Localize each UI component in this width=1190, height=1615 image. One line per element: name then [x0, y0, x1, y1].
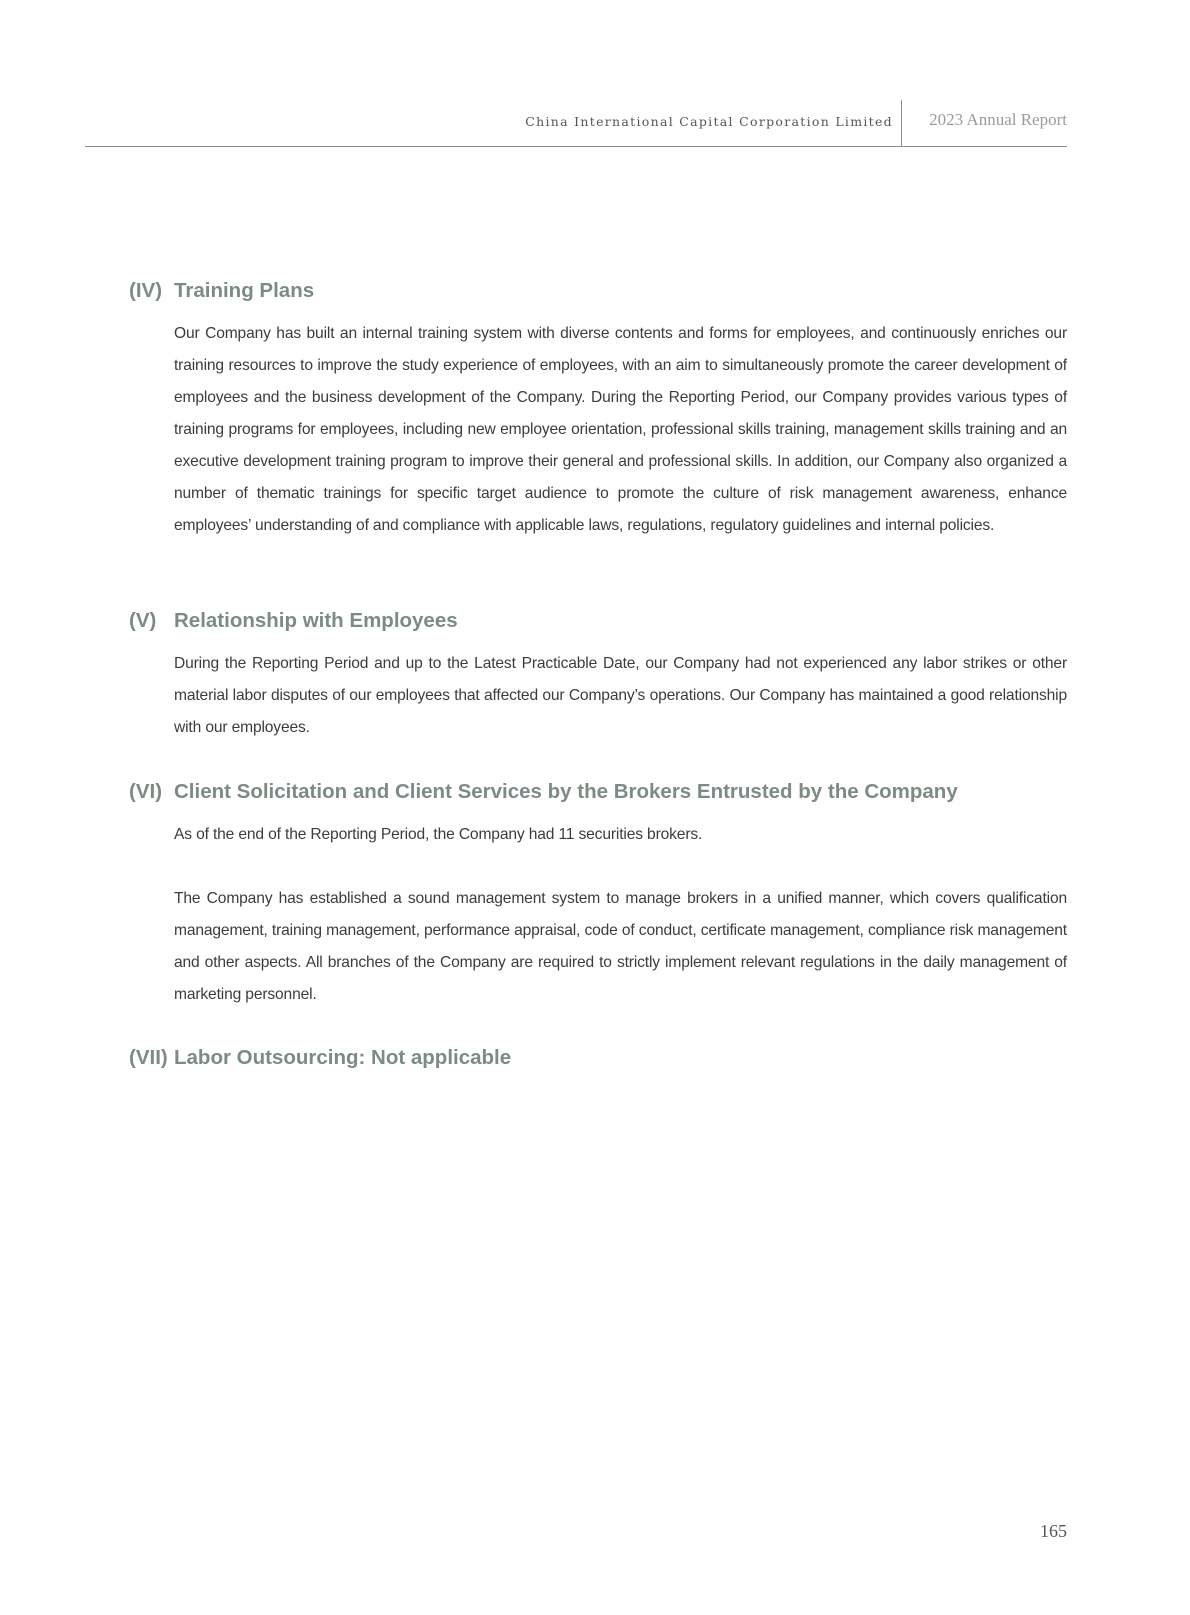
section-heading [129, 276, 1069, 306]
section-number: (V) [129, 609, 157, 632]
header-divider [901, 100, 902, 146]
section-number: (VII) [129, 1046, 168, 1069]
section-heading [129, 1043, 1069, 1073]
section-heading [129, 777, 1069, 807]
company-name: China International Capital Corporation Limited [525, 114, 893, 129]
section-title: Labor Outsourcing: Not applicable [174, 1046, 512, 1069]
paragraph: The Company has established a sound management system to manage brokers in a unified manner, which covers qualification management, training management, performance appraisal, code of conduct, certificate management, compliance risk management and other aspects. All branches of the Company are required to strictly implement relevant regulations in the daily management of marketing personnel. [174, 890, 1067, 1003]
paragraph: As of the end of the Reporting Period, the Company had 11 securities brokers. [174, 826, 703, 843]
section-heading [129, 606, 1069, 636]
report-title: 2023 Annual Report [929, 110, 1067, 129]
section-labor-outsourcing [129, 1043, 1069, 1073]
section-title: Client Solicitation and Client Services by the Brokers Entrusted by the Company [174, 780, 958, 803]
section-number: (IV) [129, 279, 163, 302]
paragraph: During the Reporting Period and up to the Latest Practicable Date, our Company had not experienced any labor strikes or other material labor disputes of our employees that affected our Company’s operations. Our Company has maintained a good relationship with our employees. [174, 655, 1067, 736]
page-header [85, 98, 1067, 147]
paragraph: Our Company has built an internal training system with diverse contents and forms for employees, and continuously enriches our training resources to improve the study experience of employees, with an aim to simultaneously promote the career development of employees and the business development of the Company. During the Reporting Period, our Company provides various types of training programs for employees, including new employee orientation, professional skills training, management skills training and an executive development training program to improve their general and professional skills. In addition, our Company also organized a number of thematic trainings for specific target audience to promote the culture of risk management awareness, enhance employees’ understanding of and compliance with applicable laws, regulations, regulatory guidelines and internal policies. [174, 325, 1067, 534]
section-training-plans [129, 276, 1069, 542]
section-relationship-with-employees [129, 606, 1069, 744]
section-title: Training Plans [174, 279, 315, 302]
section-client-solicitation [129, 777, 1069, 1011]
page-number: 165 [1040, 1521, 1067, 1541]
section-number: (VI) [129, 780, 163, 803]
section-title: Relationship with Employees [174, 609, 458, 632]
